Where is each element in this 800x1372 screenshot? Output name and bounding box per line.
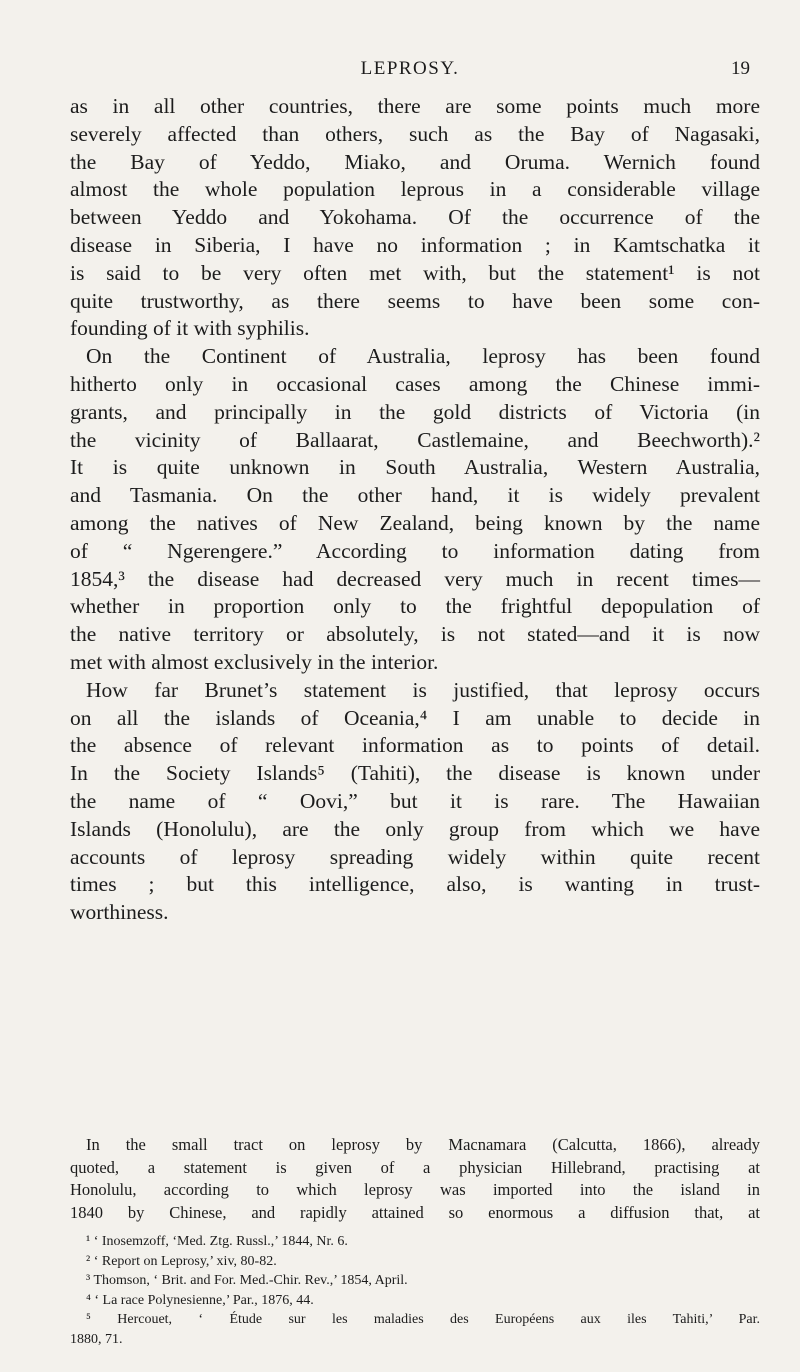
text-line: It is quite unknown in South Australia, Western Australia,: [70, 455, 760, 480]
text-line: whether in proportion only to the frightful depopulation of: [70, 594, 760, 619]
text-line: How far Brunet’s statement is justified, that leprosy occurs: [86, 677, 760, 702]
text-line: the vicinity of Ballaarat, Castlemaine, and Beechworth).²: [70, 427, 760, 452]
text-line: the absence of relevant information as to points of detail.: [70, 733, 760, 758]
text-line: hitherto only in occasional cases among the Chinese immi-: [70, 371, 760, 396]
footnote-line: ⁴ ‘ La race Polynesienne,’ Par., 1876, 44.: [86, 1292, 314, 1308]
text-line: among the natives of New Zealand, being known by the name: [70, 510, 760, 535]
small-print-paragraph: [70, 1134, 760, 1224]
text-line: On the Continent of Australia, leprosy has been found: [86, 344, 760, 369]
text-line: is said to be very often met with, but the statement¹ is not: [70, 260, 760, 285]
text-line: and Tasmania. On the other hand, it is widely prevalent: [70, 483, 760, 508]
text-line: 1854,³ the disease had decreased very much in recent times—: [70, 566, 760, 591]
text-line: the Bay of Yeddo, Miako, and Oruma. Wernich found: [70, 149, 760, 174]
text-line: of “ Ngerengere.” According to information dating from: [70, 538, 760, 563]
page-header: [70, 58, 750, 88]
text-line: as in all other countries, there are some points much more: [70, 94, 760, 118]
footnote-line: ² ‘ Report on Leprosy,’ xiv, 80-82.: [86, 1253, 277, 1269]
footnote-line: ¹ ‘ Inosemzoff, ‘Med. Ztg. Russl.,’ 1844, Nr. 6.: [86, 1234, 348, 1249]
footnotes: [70, 1232, 760, 1349]
small-print-line: In the small tract on leprosy by Macnamara (Calcutta, 1866), already: [86, 1135, 760, 1154]
text-line: worthiness.: [70, 900, 169, 925]
small-print-line: Honolulu, according to which leprosy was imported into the island in: [70, 1180, 760, 1199]
text-line: times ; but this intelligence, also, is wanting in trust-: [70, 872, 760, 897]
page-number: 19: [731, 58, 750, 79]
text-line: founding of it with syphilis.: [70, 316, 310, 341]
text-line: disease in Siberia, I have no information ; in Kamtschatka it: [70, 232, 760, 257]
text-line: almost the whole population leprous in a considerable village: [70, 177, 760, 202]
text-line: met with almost exclusively in the interior.: [70, 649, 439, 674]
text-line: between Yeddo and Yokohama. Of the occurrence of the: [70, 205, 760, 230]
footnote-line: 1880, 71.: [70, 1331, 123, 1347]
small-print-line: quoted, a statement is given of a physician Hillebrand, practising at: [70, 1157, 760, 1177]
text-line: grants, and principally in the gold districts of Victoria (in: [70, 399, 760, 424]
small-print-line: 1840 by Chinese, and rapidly attained so enormous a diffusion that, at: [70, 1202, 760, 1222]
text-line: In the Society Islands⁵ (Tahiti), the disease is known under: [70, 761, 760, 786]
text-line: severely affected than others, such as the Bay of Nagasaki,: [70, 121, 760, 146]
footnote-line: ³ Thomson, ‘ Brit. and For. Med.-Chir. Rev.,’ 1854, April.: [86, 1273, 408, 1288]
text-line: the native territory or absolutely, is not stated—and it is now: [70, 622, 760, 647]
text-line: on all the islands of Oceania,⁴ I am unable to decide in: [70, 705, 760, 730]
text-line: quite trustworthy, as there seems to have been some con-: [70, 288, 760, 313]
text-line: the name of “ Oovi,” but it is rare. The Hawaiian: [70, 788, 760, 813]
body-text: [70, 93, 760, 927]
text-line: Islands (Honolulu), are the only group from which we have: [70, 816, 760, 841]
footnote-line: ⁵ Hercouet, ‘ Étude sur les maladies des Européens aux iles Tahiti,’ Par.: [86, 1312, 760, 1327]
running-head: LEPROSY.: [360, 58, 460, 79]
text-line: accounts of leprosy spreading widely within quite recent: [70, 844, 760, 869]
